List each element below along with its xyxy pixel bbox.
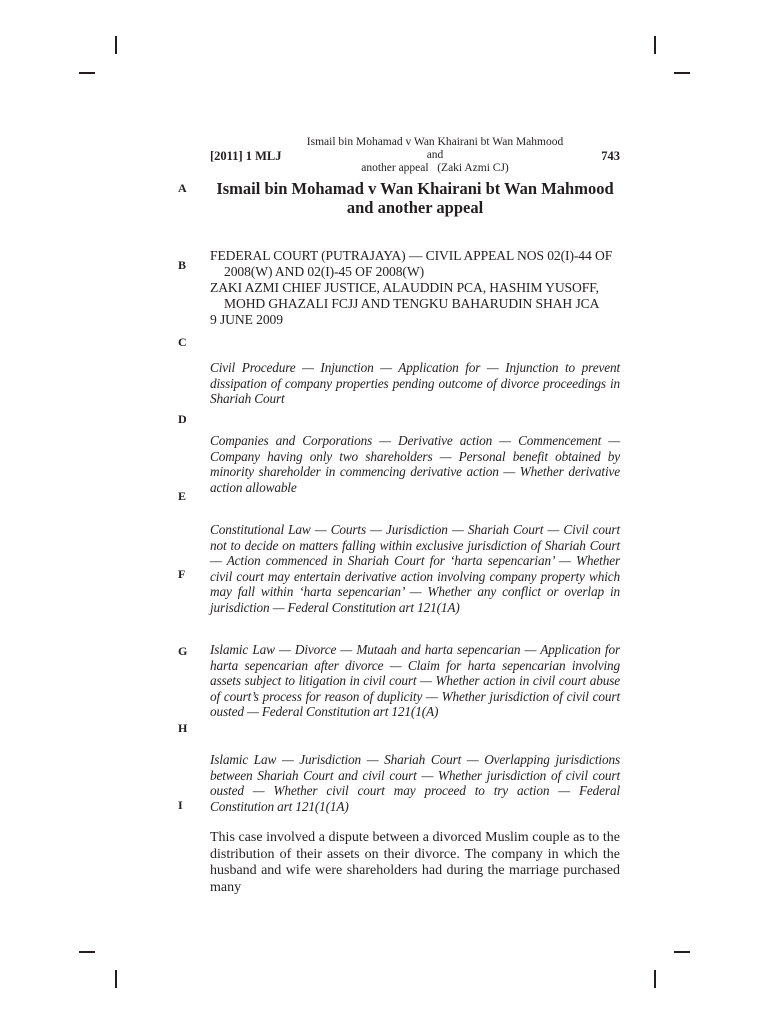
judgment-date: 9 JUNE 2009	[210, 312, 283, 327]
crop-mark-bottom-right	[674, 951, 690, 953]
citation: [2011] 1 MLJ	[210, 149, 282, 163]
margin-letter-d: D	[178, 412, 187, 426]
margin-letter-g: G	[178, 644, 188, 658]
margin-letter-c: C	[178, 335, 187, 349]
crop-mark-bottom-left	[79, 951, 95, 953]
catchword-paragraph: Constitutional Law — Courts — Jurisdiction — Shariah Court — Civil court not to decide on matters falling within exclusive jurisdiction of Shariah Court — Action commenced in Shariah Court for ‘harta sepencarian’ — Whether civil court may entertain derivative action involving company property which may fall within ‘harta sepencarian’ — Whether any conflict or overlap in jurisdiction — Federal Constitution art 121(1A)	[210, 522, 620, 615]
catchword-paragraph: Companies and Corporations — Derivative action — Commencement — Company having only two shareholders — Personal benefit obtained by minority shareholder in commencing derivative action — Whether derivative action allowable	[210, 433, 620, 495]
margin-letter-h: H	[178, 721, 188, 735]
running-title: Ismail bin Mohamad v Wan Khairani bt Wan Mahmood and another appeal (Zaki Azmi CJ)	[306, 136, 564, 174]
court-details	[210, 248, 622, 328]
coram-line: MOHD GHAZALI FCJJ AND TENGKU BAHARUDIN SHAH JCA	[224, 296, 600, 311]
margin-letter-b: B	[178, 258, 187, 272]
crop-mark-bottom-left	[115, 970, 117, 988]
margin-letter-f: F	[178, 567, 186, 581]
catchword-paragraph: Islamic Law — Divorce — Mutaah and harta sepencarian — Application for harta sepencarian after divorce — Claim for harta sepencarian involving assets subject to litigation in civil court — Whether action in civil court abuse of court’s process for reason of duplicity — Whether jurisdiction of civil court ousted — Federal Constitution art 121(1(A)	[210, 642, 620, 720]
court-line: FEDERAL COURT (PUTRAJAYA) — CIVIL APPEAL NOS 02(I)-44 OF	[210, 248, 613, 263]
coram-line: ZAKI AZMI CHIEF JUSTICE, ALAUDDIN PCA, HASHIM YUSOFF,	[210, 280, 599, 295]
running-header	[210, 136, 620, 174]
margin-letter-i: I	[178, 798, 183, 812]
case-title: Ismail bin Mohamad v Wan Khairani bt Wan Mahmood and another appeal	[216, 179, 614, 217]
crop-mark-top-right	[654, 36, 656, 54]
headnote-paragraph: This case involved a dispute between a divorced Muslim couple as to the distribution of their assets on their divorce. The company in which the husband and wife were shareholders had during the marriage purchased many	[210, 830, 620, 895]
court-line: 2008(W) AND 02(I)-45 OF 2008(W)	[224, 264, 425, 279]
crop-mark-top-left	[115, 36, 117, 54]
margin-letter-a: A	[178, 181, 187, 195]
crop-mark-top-right	[674, 72, 690, 74]
margin-letter-e: E	[178, 489, 187, 503]
catchword-paragraph: Civil Procedure — Injunction — Application for — Injunction to prevent dissipation of company properties pending outcome of divorce proceedings in Shariah Court	[210, 360, 620, 407]
crop-mark-bottom-right	[654, 970, 656, 988]
page-number: 743	[601, 149, 620, 163]
catchword-paragraph: Islamic Law — Jurisdiction — Shariah Court — Overlapping jurisdictions between Shariah Court and civil court — Whether jurisdiction of civil court ousted — Whether civil court may proceed to try action — Federal Constitution art 121(1(1A)	[210, 752, 620, 814]
crop-mark-top-left	[79, 72, 95, 74]
